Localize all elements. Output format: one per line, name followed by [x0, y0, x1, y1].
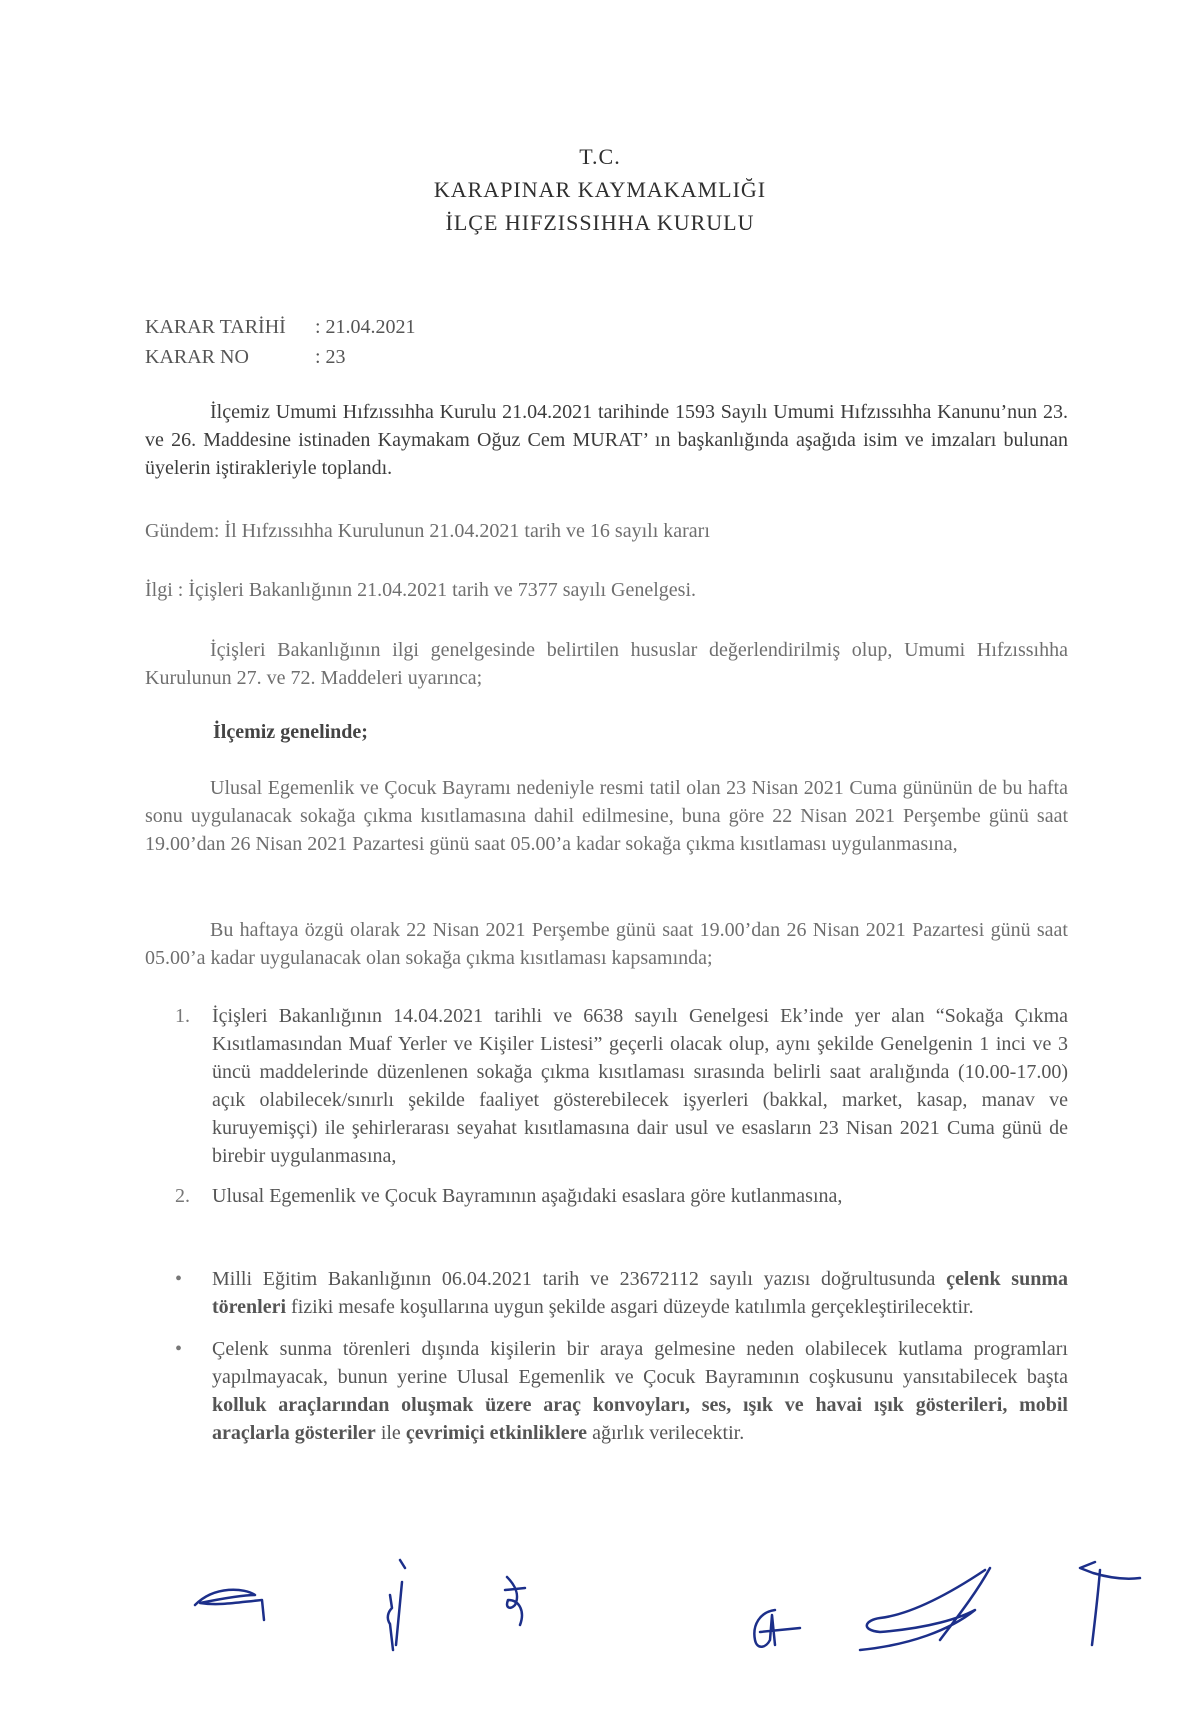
header-line-office: KARAPINAR KAYMAKAMLIĞI	[433, 177, 767, 202]
list-item-text: Ulusal Egemenlik ve Çocuk Bayramının aşağıdaki esaslara göre kutlanmasına,	[212, 1185, 843, 1207]
bullet-marker: •	[175, 1268, 183, 1290]
header-line-tc: T.C.	[579, 144, 621, 169]
list-item-text: İçişleri Bakanlığının 14.04.2021 tarihli ve 6638 sayılı Genelgesi Ek’inde yer alan “Sokağa Çıkma Kısıtlamasından Muaf Yerler ve Kişiler Listesi” geçerli olacak olup, aynı şekilde Genelgenin 1 inci ve 3 üncü maddelerinde düzenlenen sokağa çıkma kısıtlaması sırasında belirli saat aralığında (10.00-17.00) açık olabilecek/sınırlı şekilde faaliyet gösterebilecek işyerleri (bakkal, market, kasap, manav ve kuruyemişçi) ile şehirlerarası seyahat kısıtlamasına dair usul ve esasların 23 Nisan 2021 Cuma günü de birebir uygulanmasına,	[212, 1005, 1068, 1167]
header-line-board: İLÇE HIFZISSIHHA KURULU	[445, 210, 755, 235]
bullet-list	[145, 1265, 1068, 1447]
document-header	[0, 140, 1200, 239]
bullet-text: fiziki mesafe koşullarına uygun şekilde asgari düzeyde katılımla gerçekleştirilecektir.	[286, 1296, 974, 1318]
decision-number-label: KARAR NO	[145, 346, 249, 368]
paragraph-1: İçişleri Bakanlığının ilgi genelgesinde belirtilen hususlar değerlendirilmiş olup, Umumi Hıfzıssıhha Kurulunun 27. ve 72. Maddeleri uyarınca;	[145, 639, 1068, 689]
list-item	[145, 1002, 1068, 1170]
decision-number	[145, 342, 416, 372]
bullet-text: Çelenk sunma törenleri dışında kişilerin bir araya gelmesine neden olabilecek kutlama programları yapılmayacak, bunun yerine Ulusal Egemenlik ve Çocuk Bayramının coşkusunu yansıtabilecek başta	[212, 1338, 1068, 1388]
decision-meta	[145, 312, 416, 372]
subheading: İlçemiz genelinde;	[213, 721, 368, 743]
bullet-text: ile	[375, 1422, 406, 1444]
paragraph-3: Bu haftaya özgü olarak 22 Nisan 2021 Perşembe günü saat 19.00’dan 26 Nisan 2021 Pazartesi günü saat 05.00’a kadar uygulanacak olan sokağa çıkma kısıtlaması kapsamında;	[145, 919, 1068, 969]
reference-line: İlgi : İçişleri Bakanlığının 21.04.2021 tarih ve 7377 sayılı Genelgesi.	[145, 579, 697, 601]
signature-3	[505, 1577, 525, 1625]
bullet-item	[145, 1335, 1068, 1447]
bullet-text: Milli Eğitim Bakanlığının 06.04.2021 tarih ve 23672112 sayılı yazısı doğrultusunda	[212, 1268, 947, 1290]
numbered-list	[145, 1002, 1068, 1210]
signature-4	[754, 1610, 800, 1647]
signature-5	[860, 1568, 990, 1650]
bullet-text: ağırlık verilecektir.	[587, 1422, 745, 1444]
list-item-marker: 1.	[175, 1005, 190, 1027]
list-item	[145, 1182, 1068, 1210]
signature-2	[388, 1560, 405, 1650]
list-item-marker: 2.	[175, 1185, 190, 1207]
signature-6	[1080, 1562, 1140, 1645]
signature-1	[195, 1590, 264, 1620]
bullet-item	[145, 1265, 1068, 1321]
decision-date-label: KARAR TARİHİ	[145, 316, 286, 338]
signatures	[0, 1540, 1200, 1660]
bullet-marker: •	[175, 1338, 183, 1360]
bullet-bold-text: çelenk sunma törenleri	[212, 1268, 1068, 1318]
decision-date-value: : 21.04.2021	[315, 316, 416, 338]
decision-date	[145, 312, 416, 342]
intro-paragraph: İlçemiz Umumi Hıfzıssıhha Kurulu 21.04.2021 tarihinde 1593 Sayılı Umumi Hıfzıssıhha Kanunu’nun 23. ve 26. Maddesine istinaden Kaymakam Oğuz Cem MURAT’ ın başkanlığında aşağıda isim ve imzaları bulunan üyelerin iştirakleriyle toplandı.	[145, 401, 1068, 479]
bullet-bold-text: kolluk araçlarından oluşmak üzere araç konvoyları, ses, ışık ve havai ışık gösterileri, mobil araçlarla gösteriler	[212, 1394, 1068, 1444]
decision-number-value: : 23	[315, 346, 346, 368]
agenda-line: Gündem: İl Hıfzıssıhha Kurulunun 21.04.2021 tarih ve 16 sayılı kararı	[145, 520, 710, 542]
bullet-bold-text: çevrimiçi etkinliklere	[405, 1422, 588, 1444]
paragraph-2: Ulusal Egemenlik ve Çocuk Bayramı nedeniyle resmi tatil olan 23 Nisan 2021 Cuma gününün de bu hafta sonu uygulanacak sokağa çıkma kısıtlamasına dahil edilmesine, buna göre 22 Nisan 2021 Perşembe günü saat 19.00’dan 26 Nisan 2021 Pazartesi günü saat 05.00’a kadar sokağa çıkma kısıtlaması uygulanmasına,	[145, 777, 1068, 855]
